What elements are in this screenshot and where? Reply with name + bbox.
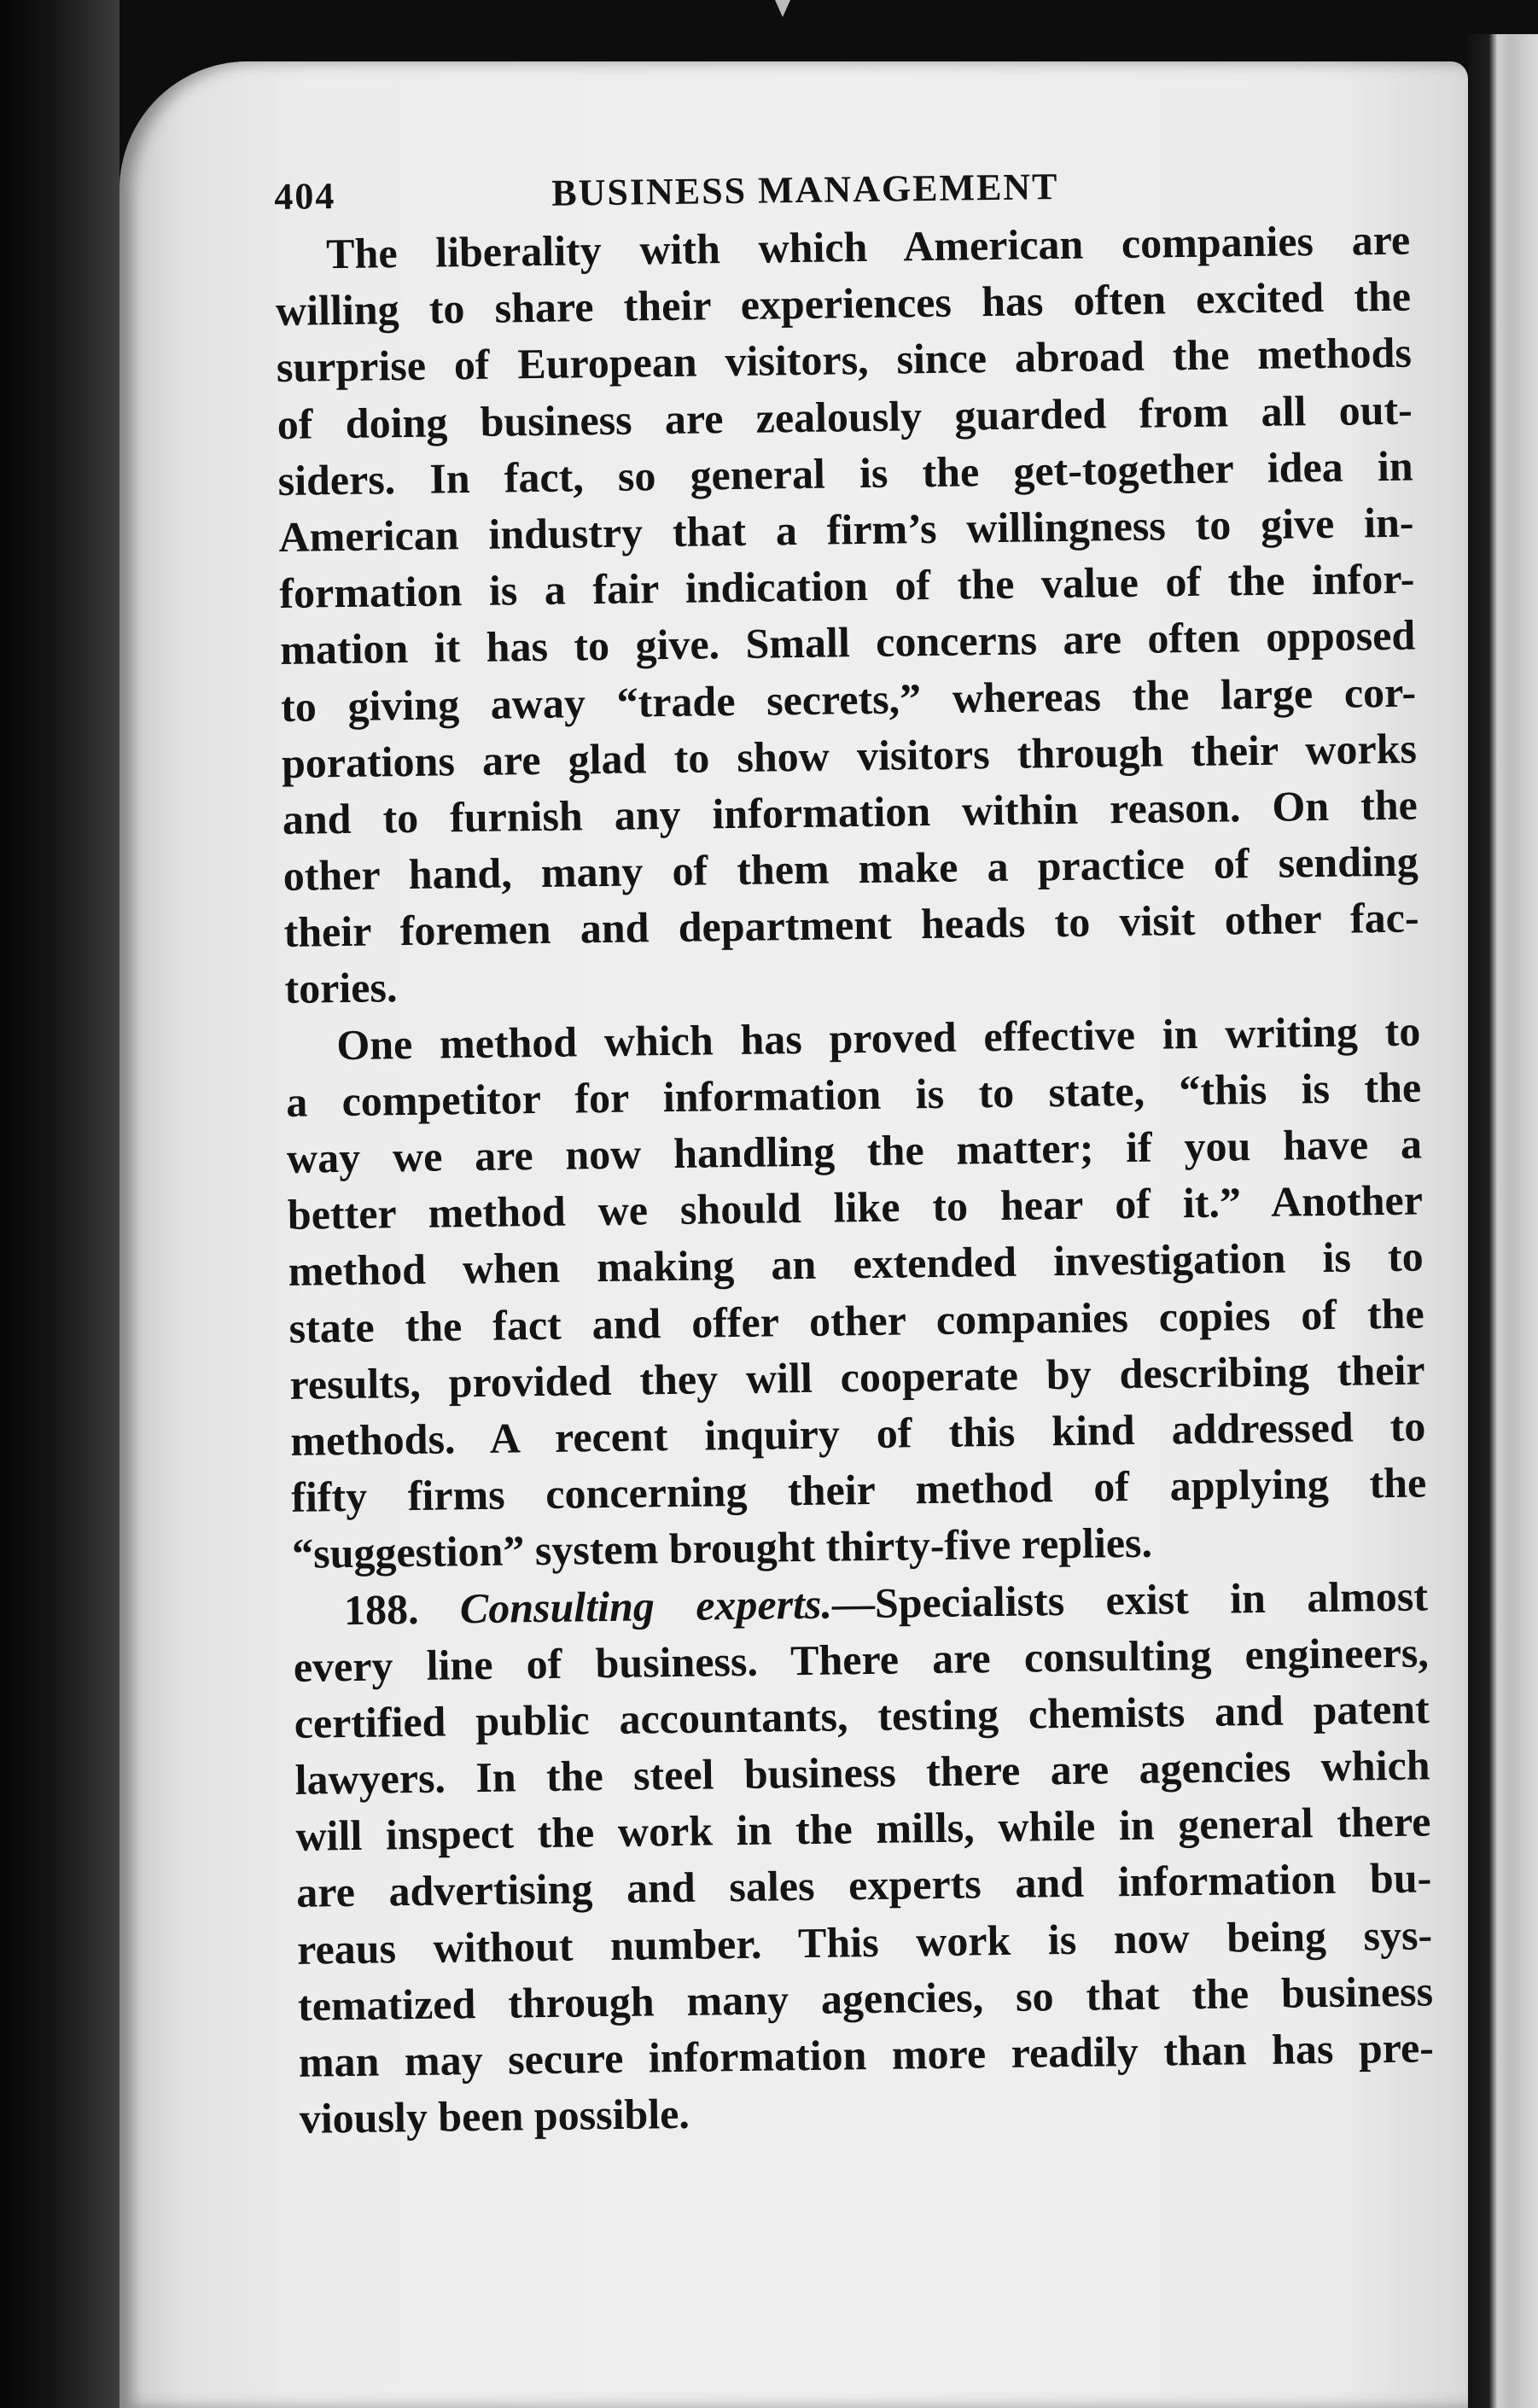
text-line: better method we should like to hear of it.” Another [287,1175,1424,1239]
text-line: of doing business are zealously guarded from all out- [277,385,1413,448]
text-line: will inspect the work in the mills, while in general there [295,1797,1431,1861]
text-line: tematized through many agencies, so that the business [297,1967,1434,2030]
text-line: are advertising and sales experts and information bu- [295,1853,1432,1917]
text-line: reaus without number. This work is now being sys- [296,1910,1433,1974]
text-line: fifty firms concerning their method of applying the [290,1458,1427,1521]
text-line: The liberality with which American companies are [325,215,1411,278]
text-line: a competitor for information is to state, “this is the [285,1063,1422,1126]
text-line: method when making an extended investigation is to [288,1232,1424,1296]
text-line: to giving away “trade secrets,” whereas the large cor- [280,668,1417,731]
adjacent-page-edge [1468,34,1538,2408]
text-line: surprise of European visitors, since abroad the methods [276,328,1413,392]
text-line: One method which has proved effective in writing to [335,1006,1421,1069]
text-line: other hand, many of them make a practice of sending [283,837,1419,900]
page-text [274,160,1435,2148]
text-line: porations are glad to show visitors through their works [281,724,1418,787]
text-line: methods. A recent inquiry of this kind addressed to [290,1402,1426,1465]
section-consulting-experts [293,1567,1436,2147]
running-title: BUSINESS MANAGEMENT [551,165,1059,214]
page-number: 404 [274,175,336,218]
scan-registration-mark [775,0,790,17]
book-binding-edge [0,0,119,2408]
text-line: siders. In fact, so general is the get-together idea in [277,441,1413,504]
section-number: 188. [343,1584,419,1634]
text-line: their foremen and department heads to visit other fac- [283,893,1419,957]
section-first-line-text: —Specialists exist in almost [831,1571,1429,1628]
text-line: viously been possible. [299,2090,690,2143]
text-line: man may secure information more readily than has pre- [298,2023,1435,2086]
text-line: lawyers. In the steel business there are agencies which [294,1740,1430,1804]
text-line: willing to share their experiences has often excited the [275,271,1412,335]
text-line: results, provided they will cooperate by describing their [289,1345,1425,1408]
text-line: way we are now handling the matter; if you have a [286,1119,1423,1182]
text-line: mation it has to give. Small concerns are often opposed [279,610,1416,674]
paragraph-competitor [285,1002,1428,1582]
text-line: every line of business. There are consulting engineers, [293,1628,1430,1691]
text-line: state the fact and offer other companies copies of the [288,1289,1424,1352]
text-line: certified public accountants, testing chemists and patent [294,1684,1430,1747]
text-line: “suggestion” system brought thirty-five replies. [291,1518,1153,1578]
section-title: Consulting experts. [459,1579,833,1632]
text-line: formation is a fair indication of the value of the infor- [279,554,1415,618]
text-line: and to furnish any information within reason. On the [282,780,1419,843]
text-line: tories. [284,963,398,1013]
text-line: American industry that a firm’s willingness to give in- [278,498,1414,561]
paragraph-liberality [275,212,1420,1017]
